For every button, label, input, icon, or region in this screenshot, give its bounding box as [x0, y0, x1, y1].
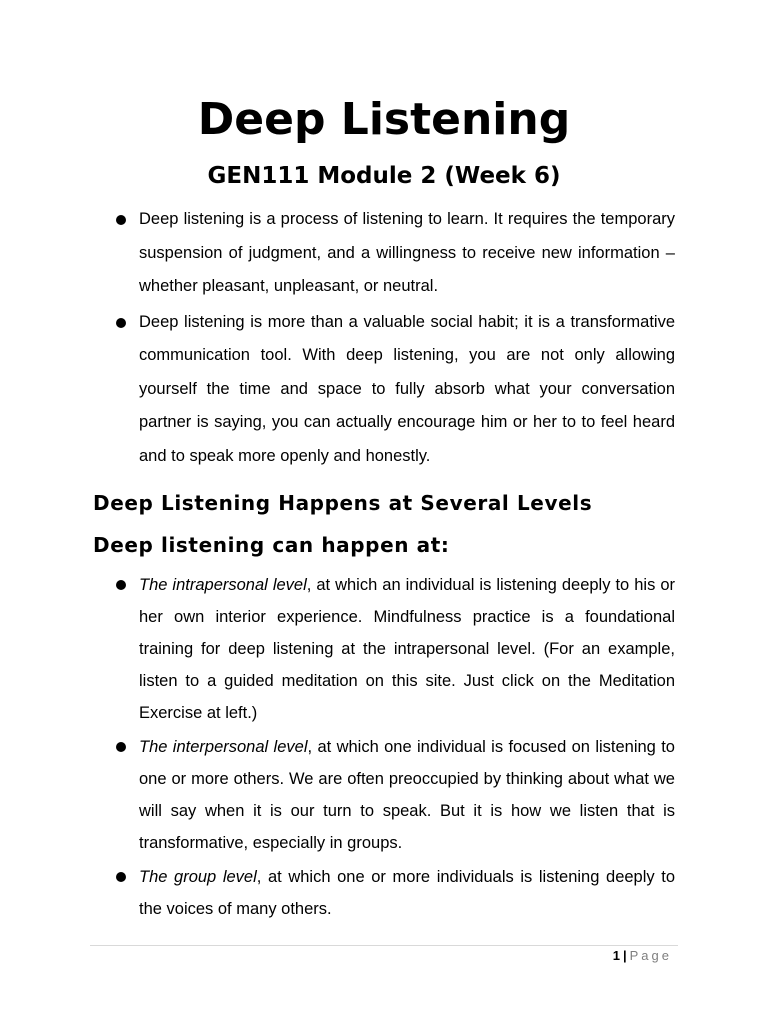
bullet-icon	[116, 318, 126, 328]
footer-divider	[90, 945, 678, 946]
bullet-text: Deep listening is more than a valuable social habit; it is a transformative communication tool. With deep listening, you are not only allowing yourself the time and space to fully absorb what your conversation partner is saying, you can actually encourage him or her to to feel heard and to speak more openly and honestly.	[139, 312, 675, 465]
bullet-icon	[116, 742, 126, 752]
intro-bullet-list	[112, 203, 675, 475]
document-title: Deep Listening	[197, 94, 571, 145]
list-item	[112, 861, 675, 925]
bullet-text: Deep listening is a process of listening to learn. It requires the temporary suspension of judgment, and a willingness to receive new information – whether pleasant, unpleasant, or neutral.	[139, 210, 675, 295]
level-description: , at which one individual is focused on listening to one or more others. We are often preoccupied by thinking about what we will say when it is our turn to speak. But it is how we listen that is transformative, especially in groups.	[139, 738, 675, 852]
section-subheading: Deep listening can happen at:	[93, 533, 450, 557]
document-subtitle: GEN111 Module 2 (Week 6)	[207, 163, 561, 189]
level-term: The group level	[139, 868, 257, 886]
page-number: 1	[612, 948, 620, 963]
level-term: The interpersonal level	[139, 738, 308, 756]
level-description: , at which an individual is listening deeply to his or her own interior experience. Mindfulness practice is a foundational training for deep listening at the intrapersonal level. (For an example, listen to a guided meditation on this site. Just click on the Meditation Exercise at left.)	[139, 576, 675, 722]
list-item	[112, 569, 675, 729]
list-item	[112, 203, 675, 304]
bullet-icon	[116, 872, 126, 882]
footer-separator: |	[622, 948, 627, 963]
section-heading: Deep Listening Happens at Several Levels	[93, 491, 593, 515]
bullet-icon	[116, 580, 126, 590]
levels-bullet-list	[112, 569, 675, 927]
page-label: Page	[629, 948, 672, 963]
level-description: , at which one or more individuals is listening deeply to the voices of many others.	[139, 868, 675, 918]
level-term: The intrapersonal level	[139, 576, 307, 594]
bullet-icon	[116, 215, 126, 225]
list-item	[112, 306, 675, 474]
page-footer	[613, 946, 672, 966]
list-item	[112, 731, 675, 859]
